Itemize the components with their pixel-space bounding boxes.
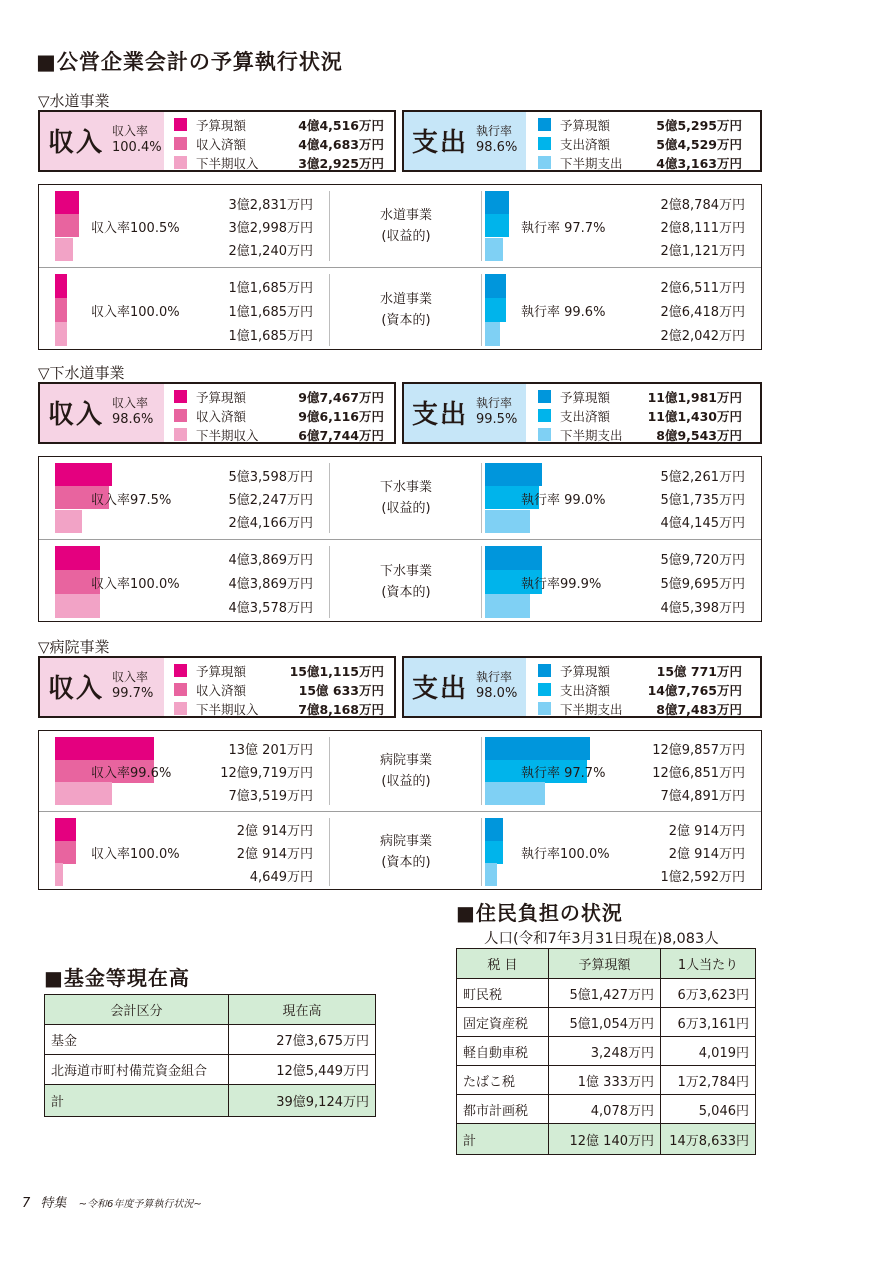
burden-cell: 6万3,161円 <box>661 1008 756 1037</box>
legend-item <box>538 135 742 153</box>
income-summary-box <box>38 110 396 172</box>
detail-row <box>39 811 761 891</box>
income-bar <box>55 546 100 570</box>
divider <box>481 191 482 261</box>
income-value: 12億9,719万円 <box>220 766 313 781</box>
income-value: 7億3,519万円 <box>228 788 313 804</box>
legend-item <box>538 388 742 406</box>
detail-row <box>39 457 761 539</box>
fund-title: ■基金等現在高 <box>44 966 190 990</box>
income-bar <box>55 818 76 841</box>
legend-value: 6億7,744万円 <box>298 428 384 443</box>
expense-bar <box>485 546 542 570</box>
legend-swatch-icon <box>538 428 551 441</box>
table-row <box>45 1085 376 1117</box>
divider <box>329 818 330 886</box>
section-title: ▽水道事業 <box>38 92 110 110</box>
fund-header-row <box>45 995 376 1025</box>
detail-panel <box>38 730 762 890</box>
expense-summary-box <box>402 382 762 444</box>
income-bar <box>55 510 82 533</box>
fund-cell: 27億3,675万円 <box>229 1025 376 1055</box>
burden-cell: 4,019円 <box>661 1037 756 1066</box>
legend-item <box>538 154 742 172</box>
fund-table <box>44 994 376 1117</box>
burden-cell: たばこ税 <box>457 1066 549 1095</box>
fund-header-cell: 現在高 <box>229 995 376 1025</box>
page-number: 7 <box>22 1196 31 1211</box>
divider <box>481 274 482 346</box>
account-name-line1: 水道事業 <box>379 292 432 307</box>
expense-tag <box>404 658 526 716</box>
income-bar <box>55 191 79 214</box>
legend-name: 支出済額 <box>560 409 611 424</box>
legend-value: 15億1,115万円 <box>289 664 384 679</box>
expense-summary-box <box>402 656 762 718</box>
fund-cell: 基金 <box>45 1025 229 1055</box>
expense-tag <box>404 384 526 442</box>
legend-item <box>174 426 384 444</box>
legend-swatch-icon <box>174 390 187 403</box>
legend-swatch-icon <box>538 409 551 422</box>
account-name <box>331 561 481 603</box>
burden-cell: 6万3,623円 <box>661 979 756 1008</box>
burden-header-cell: 1人当たり <box>661 949 756 979</box>
burden-cell: 町民税 <box>457 979 549 1008</box>
income-bar <box>55 594 100 618</box>
expense-label: 支出 <box>412 400 469 430</box>
detail-panel <box>38 184 762 350</box>
expense-value: 5億9,720万円 <box>660 553 745 568</box>
income-bar <box>55 782 112 805</box>
burden-cell: 3,248万円 <box>549 1037 661 1066</box>
fund-cell: 計 <box>45 1085 229 1117</box>
burden-header-cell: 税 目 <box>457 949 549 979</box>
legend-value: 15億 771万円 <box>656 664 742 679</box>
legend-value: 7億8,168万円 <box>298 702 384 717</box>
account-name-line2: (資本的) <box>381 855 431 870</box>
expense-value: 4億5,398万円 <box>660 601 745 616</box>
detail-row <box>39 267 761 351</box>
detail-row <box>39 731 761 811</box>
legend-value: 11億1,430万円 <box>647 409 742 424</box>
burden-cell: 1億 333万円 <box>549 1066 661 1095</box>
expense-bar <box>485 818 503 841</box>
expense-rate: 執行率 99.6% <box>521 305 606 320</box>
table-row <box>457 1095 756 1124</box>
expense-summary-box <box>402 110 762 172</box>
section-title: ▽下水道事業 <box>38 364 125 382</box>
burden-cell: 5億1,054万円 <box>549 1008 661 1037</box>
income-value: 1億1,685万円 <box>228 305 313 320</box>
expense-value: 2億6,511万円 <box>660 281 745 296</box>
account-name-line1: 水道事業 <box>379 208 432 223</box>
income-value: 1億1,685万円 <box>228 329 313 344</box>
legend-name: 収入済額 <box>196 137 247 152</box>
burden-cell: 軽自動車税 <box>457 1037 549 1066</box>
account-name <box>331 289 481 331</box>
legend-value: 5億4,529万円 <box>656 137 742 152</box>
legend-name: 予算現額 <box>196 664 247 679</box>
legend-item <box>538 681 742 699</box>
income-label: 収入 <box>48 400 105 430</box>
legend-name: 下半期支出 <box>560 702 623 717</box>
expense-value: 2億2,042万円 <box>660 329 745 344</box>
legend-item <box>174 700 384 718</box>
income-value: 5億3,598万円 <box>228 469 313 485</box>
legend-item <box>538 662 742 680</box>
account-name <box>331 205 481 247</box>
divider <box>329 191 330 261</box>
income-rate-label: 収入率 <box>112 124 149 138</box>
income-rate-label: 収入率 <box>112 396 149 410</box>
account-name <box>331 750 481 792</box>
expense-bar <box>485 841 503 864</box>
income-rate-value: 98.6% <box>112 412 154 427</box>
legend-swatch-icon <box>174 702 187 715</box>
legend-item <box>174 388 384 406</box>
fund-cell: 39億9,124万円 <box>229 1085 376 1117</box>
divider <box>481 818 482 886</box>
population-text: 人口(令和7年3月31日現在)8,083人 <box>484 931 719 947</box>
legend-swatch-icon <box>538 137 551 150</box>
income-value: 1億1,685万円 <box>228 281 313 296</box>
expense-tag <box>404 112 526 170</box>
detail-row <box>39 185 761 267</box>
divider <box>481 463 482 533</box>
account-name-line1: 下水事業 <box>379 564 432 579</box>
legend-item <box>174 662 384 680</box>
legend-value: 9億6,116万円 <box>298 409 384 424</box>
income-rate: 収入率100.5% <box>91 221 180 236</box>
legend-item <box>174 407 384 425</box>
account-name-line2: (収益的) <box>381 501 431 516</box>
legend-item <box>538 426 742 444</box>
expense-bar <box>485 191 509 214</box>
table-row <box>457 1066 756 1095</box>
summary-row <box>38 382 762 444</box>
legend-value: 9億7,467万円 <box>298 390 384 405</box>
expense-value: 2億 914万円 <box>668 824 745 840</box>
legend-name: 支出済額 <box>560 137 611 152</box>
legend-item <box>174 154 384 172</box>
section-title: ▽病院事業 <box>38 638 110 656</box>
expense-rate: 執行率100.0% <box>521 847 610 862</box>
income-rate-label: 収入率 <box>112 670 149 684</box>
legend-value: 11億1,981万円 <box>647 390 742 405</box>
legend-value: 8億9,543万円 <box>656 428 742 443</box>
income-value: 3億2,831万円 <box>228 197 313 213</box>
legend-item <box>538 116 742 134</box>
expense-value: 2億1,121万円 <box>660 244 745 260</box>
expense-value: 4億4,145万円 <box>660 516 745 532</box>
burden-cell: 5億1,427万円 <box>549 979 661 1008</box>
legend-item <box>538 407 742 425</box>
income-value: 5億2,247万円 <box>228 493 313 508</box>
legend-name: 支出済額 <box>560 683 611 698</box>
expense-bar <box>485 594 530 618</box>
page-footer <box>22 1192 202 1211</box>
expense-value: 1億2,592万円 <box>660 869 745 885</box>
income-tag <box>40 384 164 442</box>
legend-swatch-icon <box>538 683 551 696</box>
legend-swatch-icon <box>538 702 551 715</box>
account-name-line2: (資本的) <box>381 313 431 328</box>
expense-value: 2億8,784万円 <box>660 197 745 213</box>
footer-section: 特集 <box>40 1196 67 1211</box>
income-summary-box <box>38 382 396 444</box>
income-rate: 収入率100.0% <box>91 847 180 862</box>
income-value: 4億3,869万円 <box>228 553 313 568</box>
expense-bar <box>485 238 503 261</box>
burden-cell: 計 <box>457 1124 549 1155</box>
legend-item <box>174 116 384 134</box>
income-value: 3億2,998万円 <box>228 221 313 236</box>
divider <box>329 463 330 533</box>
table-row <box>457 1037 756 1066</box>
income-value: 4億3,869万円 <box>228 577 313 592</box>
income-bar <box>55 463 112 486</box>
legend-swatch-icon <box>538 156 551 169</box>
income-value: 4億3,578万円 <box>228 601 313 616</box>
legend-value: 4億3,163万円 <box>656 156 742 171</box>
legend-swatch-icon <box>538 390 551 403</box>
income-value: 13億 201万円 <box>228 743 313 759</box>
expense-label: 支出 <box>412 674 469 704</box>
income-label: 収入 <box>48 128 105 158</box>
account-name-line2: (資本的) <box>381 585 431 600</box>
income-bar <box>55 863 63 886</box>
detail-row <box>39 539 761 623</box>
table-row <box>45 1055 376 1085</box>
expense-rate: 執行率 99.0% <box>521 493 606 508</box>
legend-name: 予算現額 <box>560 390 611 405</box>
legend-name: 下半期収入 <box>196 428 259 443</box>
divider <box>329 546 330 618</box>
expense-bar <box>485 274 506 298</box>
legend-swatch-icon <box>538 664 551 677</box>
expense-rate: 執行率99.9% <box>521 577 602 592</box>
expense-rate-label: 執行率 <box>476 124 513 138</box>
legend-swatch-icon <box>174 428 187 441</box>
legend-swatch-icon <box>174 409 187 422</box>
table-row <box>457 1124 756 1155</box>
income-bar <box>55 841 76 864</box>
divider <box>329 274 330 346</box>
legend-name: 予算現額 <box>560 118 611 133</box>
page-title: ■公営企業会計の予算執行状況 <box>36 50 343 74</box>
income-value: 2億 914万円 <box>236 847 313 862</box>
burden-header-row <box>457 949 756 979</box>
legend-name: 予算現額 <box>196 118 247 133</box>
section-block <box>38 110 762 344</box>
table-row <box>457 1008 756 1037</box>
income-rate-value: 99.7% <box>112 686 154 701</box>
fund-cell: 12億5,449万円 <box>229 1055 376 1085</box>
income-summary-box <box>38 656 396 718</box>
expense-value: 5億1,735万円 <box>660 493 745 508</box>
expense-value: 12億9,857万円 <box>652 743 745 759</box>
legend-swatch-icon <box>538 118 551 131</box>
legend-name: 予算現額 <box>560 664 611 679</box>
summary-row <box>38 656 762 718</box>
income-bar <box>55 322 67 346</box>
legend-value: 15億 633万円 <box>298 683 384 698</box>
expense-rate: 執行率 97.7% <box>521 221 606 236</box>
expense-value: 12億6,851万円 <box>652 766 745 781</box>
expense-bar <box>485 322 500 346</box>
expense-value: 5億2,261万円 <box>660 469 745 485</box>
table-row <box>457 979 756 1008</box>
account-name-line1: 下水事業 <box>379 480 432 495</box>
burden-table <box>456 948 756 1155</box>
income-rate: 収入率100.0% <box>91 305 180 320</box>
expense-label: 支出 <box>412 128 469 158</box>
income-bar <box>55 238 73 261</box>
legend-swatch-icon <box>174 683 187 696</box>
divider <box>329 737 330 805</box>
fund-cell: 北海道市町村備荒資金組合 <box>45 1055 229 1085</box>
expense-bar <box>485 510 530 533</box>
account-name <box>331 477 481 519</box>
legend-name: 収入済額 <box>196 683 247 698</box>
legend-value: 5億5,295万円 <box>656 118 742 133</box>
account-name <box>331 831 481 873</box>
income-bar <box>55 737 154 760</box>
expense-rate-label: 執行率 <box>476 396 513 410</box>
expense-value: 2億8,111万円 <box>660 221 745 236</box>
income-bar <box>55 298 67 322</box>
section-block <box>38 382 762 616</box>
expense-value: 2億6,418万円 <box>660 305 745 320</box>
legend-swatch-icon <box>174 137 187 150</box>
expense-rate: 執行率 97.7% <box>521 766 606 781</box>
legend-name: 収入済額 <box>196 409 247 424</box>
account-name-line2: (収益的) <box>381 774 431 789</box>
expense-rate-value: 98.6% <box>476 140 518 155</box>
legend-value: 4億4,683万円 <box>298 137 384 152</box>
income-bar <box>55 214 79 237</box>
expense-rate-value: 98.0% <box>476 686 518 701</box>
legend-item <box>174 681 384 699</box>
burden-cell: 1万2,784円 <box>661 1066 756 1095</box>
legend-name: 下半期収入 <box>196 156 259 171</box>
legend-value: 4億4,516万円 <box>298 118 384 133</box>
expense-bar <box>485 782 545 805</box>
income-rate: 収入率100.0% <box>91 577 180 592</box>
income-tag <box>40 112 164 170</box>
legend-name: 下半期収入 <box>196 702 259 717</box>
expense-value: 2億 914万円 <box>668 847 745 862</box>
income-bar <box>55 274 67 298</box>
account-name-line1: 病院事業 <box>379 834 432 849</box>
divider <box>481 546 482 618</box>
legend-swatch-icon <box>174 664 187 677</box>
income-value: 2億4,166万円 <box>228 516 313 532</box>
expense-bar <box>485 214 509 237</box>
expense-value: 5億9,695万円 <box>660 577 745 592</box>
burden-cell: 12億 140万円 <box>549 1124 661 1155</box>
burden-cell: 14万8,633円 <box>661 1124 756 1155</box>
expense-rate-value: 99.5% <box>476 412 518 427</box>
expense-bar <box>485 298 506 322</box>
summary-row <box>38 110 762 172</box>
legend-swatch-icon <box>174 156 187 169</box>
burden-header-cell: 予算現額 <box>549 949 661 979</box>
legend-value: 8億7,483万円 <box>656 702 742 717</box>
legend-swatch-icon <box>174 118 187 131</box>
legend-value: 14億7,765万円 <box>647 683 742 698</box>
legend-name: 予算現額 <box>196 390 247 405</box>
income-value: 2億 914万円 <box>236 824 313 840</box>
divider <box>481 737 482 805</box>
income-tag <box>40 658 164 716</box>
income-rate-value: 100.4% <box>112 140 162 155</box>
legend-item <box>538 700 742 718</box>
income-value: 4,649万円 <box>249 869 313 885</box>
detail-panel <box>38 456 762 622</box>
fund-header-cell: 会計区分 <box>45 995 229 1025</box>
account-name-line2: (収益的) <box>381 229 431 244</box>
burden-cell: 固定資産税 <box>457 1008 549 1037</box>
legend-name: 下半期支出 <box>560 156 623 171</box>
income-label: 収入 <box>48 674 105 704</box>
legend-value: 3億2,925万円 <box>298 156 384 171</box>
burden-title: ■住民負担の状況 <box>456 901 623 925</box>
legend-name: 下半期支出 <box>560 428 623 443</box>
burden-cell: 都市計画税 <box>457 1095 549 1124</box>
expense-bar <box>485 737 590 760</box>
account-name-line1: 病院事業 <box>379 753 432 768</box>
expense-bar <box>485 863 497 886</box>
expense-bar <box>485 463 542 486</box>
income-value: 2億1,240万円 <box>228 244 313 260</box>
burden-cell: 5,046円 <box>661 1095 756 1124</box>
burden-cell: 4,078万円 <box>549 1095 661 1124</box>
section-block <box>38 656 762 885</box>
income-rate: 収入率97.5% <box>91 493 172 508</box>
income-rate: 収入率99.6% <box>91 766 172 781</box>
expense-rate-label: 執行率 <box>476 670 513 684</box>
footer-subtitle: ~令和6年度予算執行状況~ <box>78 1199 202 1210</box>
table-row <box>45 1025 376 1055</box>
expense-value: 7億4,891万円 <box>660 788 745 804</box>
legend-item <box>174 135 384 153</box>
